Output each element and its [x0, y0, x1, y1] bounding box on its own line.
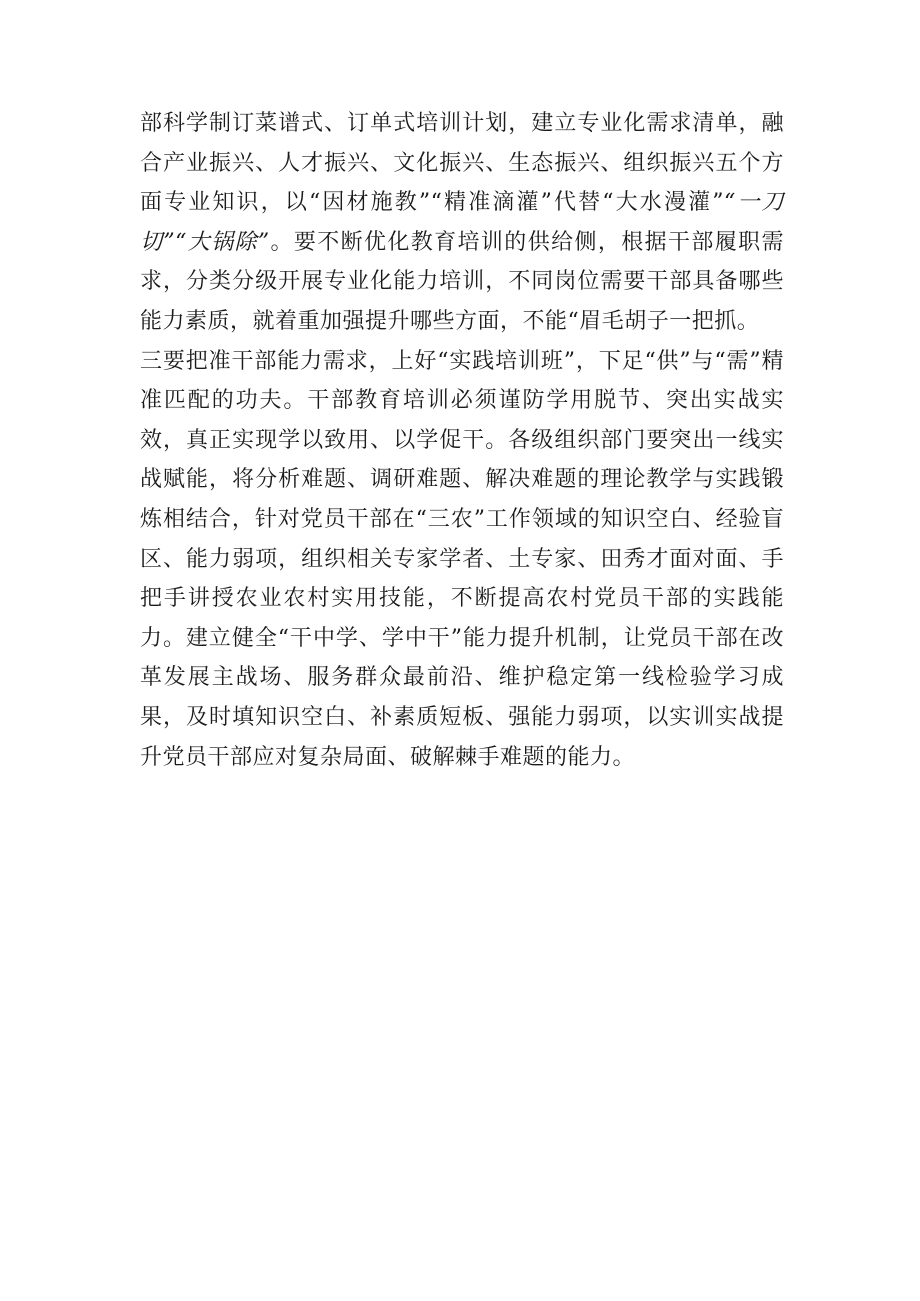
- paragraph-1-text-b: 。要不断优化教育培训的供给侧，根据干部履职需求，分类分级开展专业化能力培训，不同岗位需要干部具备哪些能力素质，就着重加强提升哪些方面，不能“眉毛胡子一把抓。: [140, 229, 784, 334]
- paragraph-2: 三要把准干部能力需求，上好“实践培训班”，下足“供”与“需”精准匹配的功夫。干部教育培训必须谨防学用脱节、突出实战实效，真正实现学以致用、以学促干。各级组织部门要突出一线实战赋能，将分析难题、调研难题、解决难题的理论教学与实践锻炼相结合，针对党员干部在“三农”工作领域的知识空白、经验盲区、能力弱项，组织相关专家学者、土专家、田秀才面对面、手把手讲授农业农村实用技能，不断提高农村党员干部的实践能力。建立健全“干中学、学中干”能力提升机制，让党员干部在改革发展主战场、服务群众最前沿、维护稳定第一线检验学习成果，及时填知识空白、补素质短板、强能力弱项，以实训实战提升党员干部应对复杂局面、破解棘手难题的能力。: [140, 348, 784, 770]
- paragraph-1: [140, 104, 784, 342]
- paragraph-1-italic-quote: “一刀切”“大锅除”: [140, 190, 785, 255]
- document-body: [140, 104, 784, 777]
- paragraph-1-text-a: 部科学制订菜谱式、订单式培训计划，建立专业化需求清单，融合产业振兴、人才振兴、文化振兴、生态振兴、组织振兴五个方面专业知识，以“因材施教”“精准滴灌”代替“大水漫灌”: [140, 111, 784, 216]
